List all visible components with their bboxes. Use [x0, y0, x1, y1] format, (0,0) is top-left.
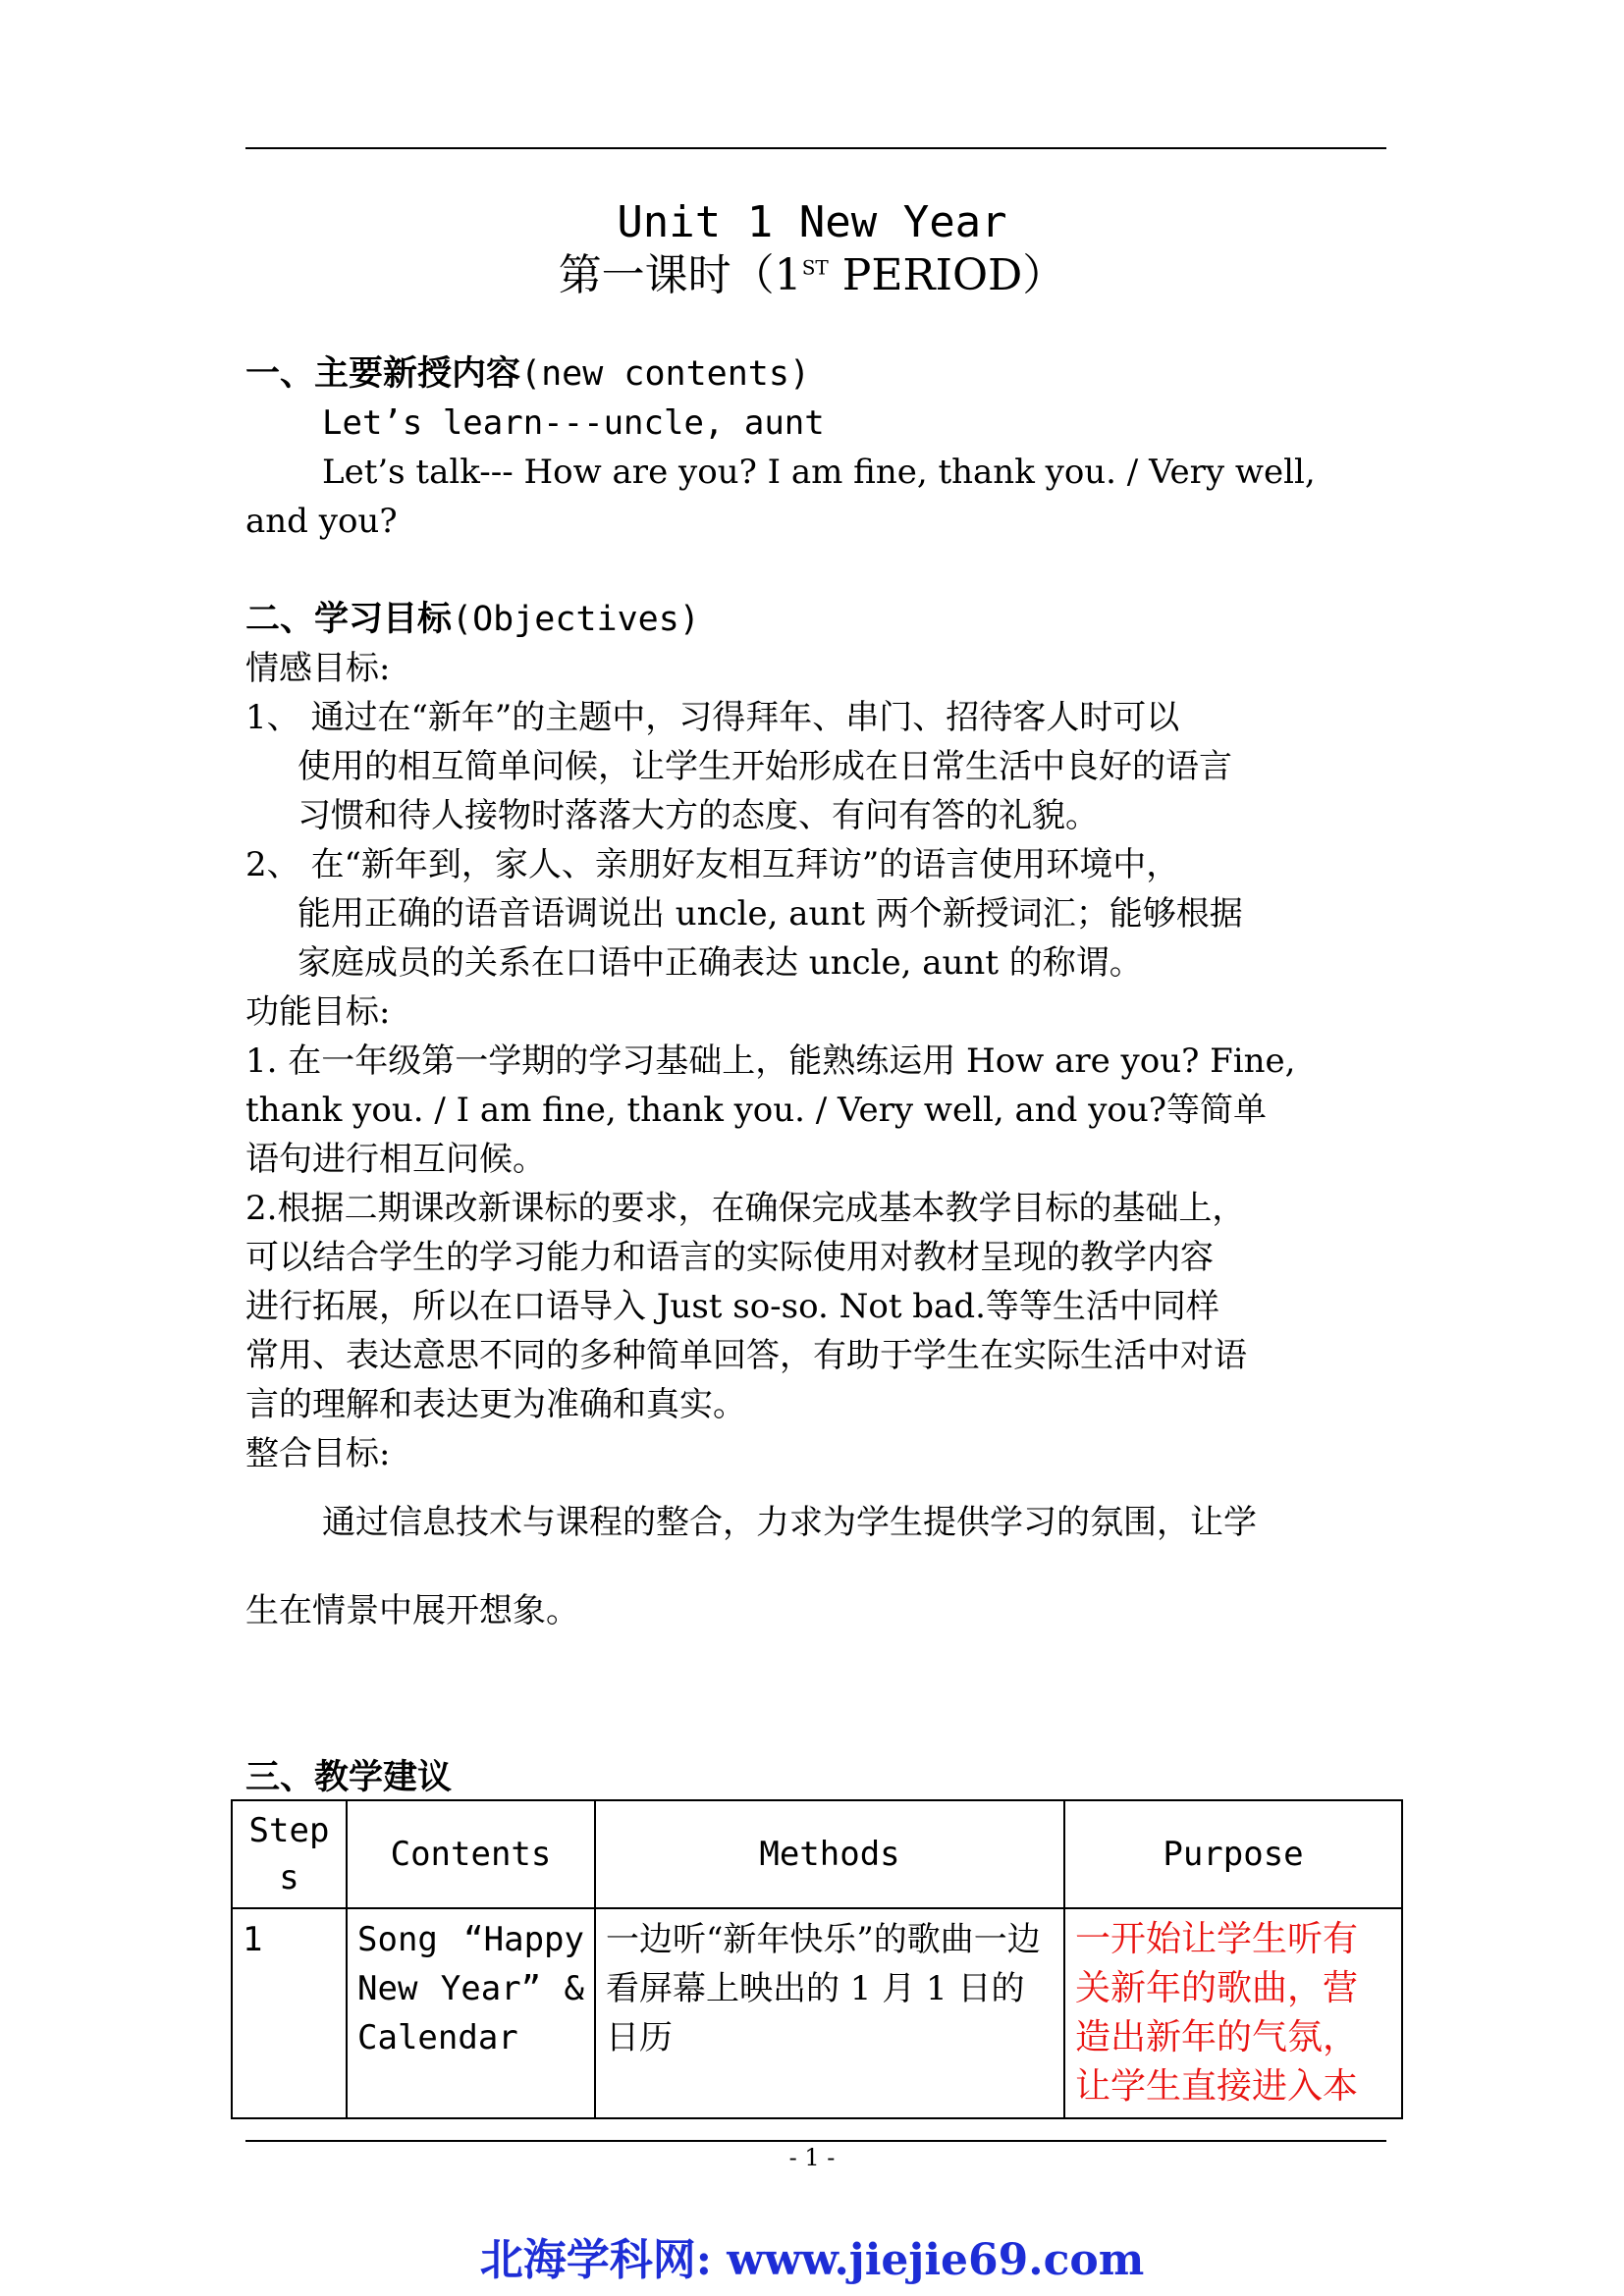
period-title-sup: ST	[801, 255, 829, 280]
functional-item1-line1: 1. 在一年级第一学期的学习基础上，能熟练运用 How are you? Fine,	[245, 1041, 1296, 1081]
section1-heading	[245, 349, 810, 399]
functional-label: 功能目标:	[245, 992, 391, 1032]
integration-label: 整合目标:	[245, 1434, 391, 1473]
functional-item1-line3: 语句进行相互问候。	[245, 1140, 546, 1179]
section2-heading-cn: 二、学习目标	[245, 599, 453, 639]
col-header-contents: Contents	[347, 1800, 595, 1908]
affective-item2-line1: 2、 在“新年到，家人、亲朋好友相互拜访”的语言使用环境中，	[245, 845, 1180, 884]
col-header-methods: Methods	[595, 1800, 1064, 1908]
affective-item1-line1: 1、 通过在“新年”的主题中，习得拜年、串门、招待客人时可以	[245, 698, 1180, 737]
table-row	[232, 1908, 1402, 2118]
col-header-steps: Steps	[232, 1800, 347, 1908]
period-title-main: 第一课时（1	[558, 250, 802, 300]
lets-learn-line: Let’s learn---uncle, aunt	[322, 403, 825, 443]
cell-step: 1	[232, 1908, 347, 2118]
section1-heading-en: (new contents)	[520, 354, 811, 394]
section2-heading	[245, 595, 700, 644]
cell-contents: Song “Happy New Year” & Calendar	[347, 1908, 595, 2118]
functional-item2-line3: 进行拓展，所以在口语导入 Just so-so. Not bad.等等生活中同样	[245, 1287, 1219, 1326]
functional-item2-line1: 2.根据二期课改新课标的要求，在确保完成基本教学目标的基础上，	[245, 1189, 1246, 1228]
functional-item2-line4: 常用、表达意思不同的多种简单回答，有助于学生在实际生活中对语	[245, 1336, 1247, 1375]
page-title: Unit 1 New Year	[617, 197, 1007, 247]
affective-item1-line2: 使用的相互简单问候，让学生开始形成在日常生活中良好的语言	[298, 747, 1232, 786]
section1-heading-cn: 一、主要新授内容	[245, 353, 521, 394]
page-number: - 1 -	[788, 2144, 836, 2171]
bottom-rule	[245, 2140, 1386, 2142]
col-header-purpose: Purpose	[1064, 1800, 1402, 1908]
functional-item2-line2: 可以结合学生的学习能力和语言的实际使用对教材呈现的教学内容	[245, 1238, 1214, 1277]
site-brand[interactable]: 北海学科网: www.jiejie69.com	[479, 2235, 1145, 2285]
period-title-end: PERIOD）	[828, 250, 1066, 300]
affective-label: 情感目标:	[245, 649, 391, 688]
affective-item2-line3: 家庭成员的关系在口语中正确表达 uncle, aunt 的称谓。	[298, 943, 1143, 983]
section3-heading: 三、教学建议	[245, 1757, 453, 1797]
integration-line1: 通过信息技术与课程的整合，力求为学生提供学习的氛围，让学	[322, 1503, 1257, 1542]
affective-item2-line2: 能用正确的语音语调说出 uncle, aunt 两个新授词汇；能够根据	[298, 894, 1243, 934]
integration-line2: 生在情景中展开想象。	[245, 1591, 579, 1630]
functional-item1-line2: thank you. / I am fine, thank you. / Very well, and you?等简单	[245, 1091, 1268, 1130]
lets-talk-line: Let’s talk--- How are you? I am fine, thank you. / Very well,	[322, 453, 1316, 492]
period-title	[0, 249, 1624, 302]
section2-heading-en: (Objectives)	[452, 600, 700, 639]
cell-purpose: 一开始让学生听有关新年的歌曲，营造出新年的气氛，让学生直接进入本	[1064, 1908, 1402, 2118]
table-header-row	[232, 1800, 1402, 1908]
lets-talk-line-cont: and you?	[245, 502, 398, 541]
cell-methods: 一边听“新年快乐”的歌曲一边看屏幕上映出的 1 月 1 日的日历	[595, 1908, 1064, 2118]
affective-item1-line3: 习惯和待人接物时落落大方的态度、有问有答的礼貌。	[298, 796, 1099, 835]
functional-item2-line5: 言的理解和表达更为准确和真实。	[245, 1385, 746, 1424]
top-rule	[245, 147, 1386, 149]
teaching-table	[231, 1799, 1403, 2119]
